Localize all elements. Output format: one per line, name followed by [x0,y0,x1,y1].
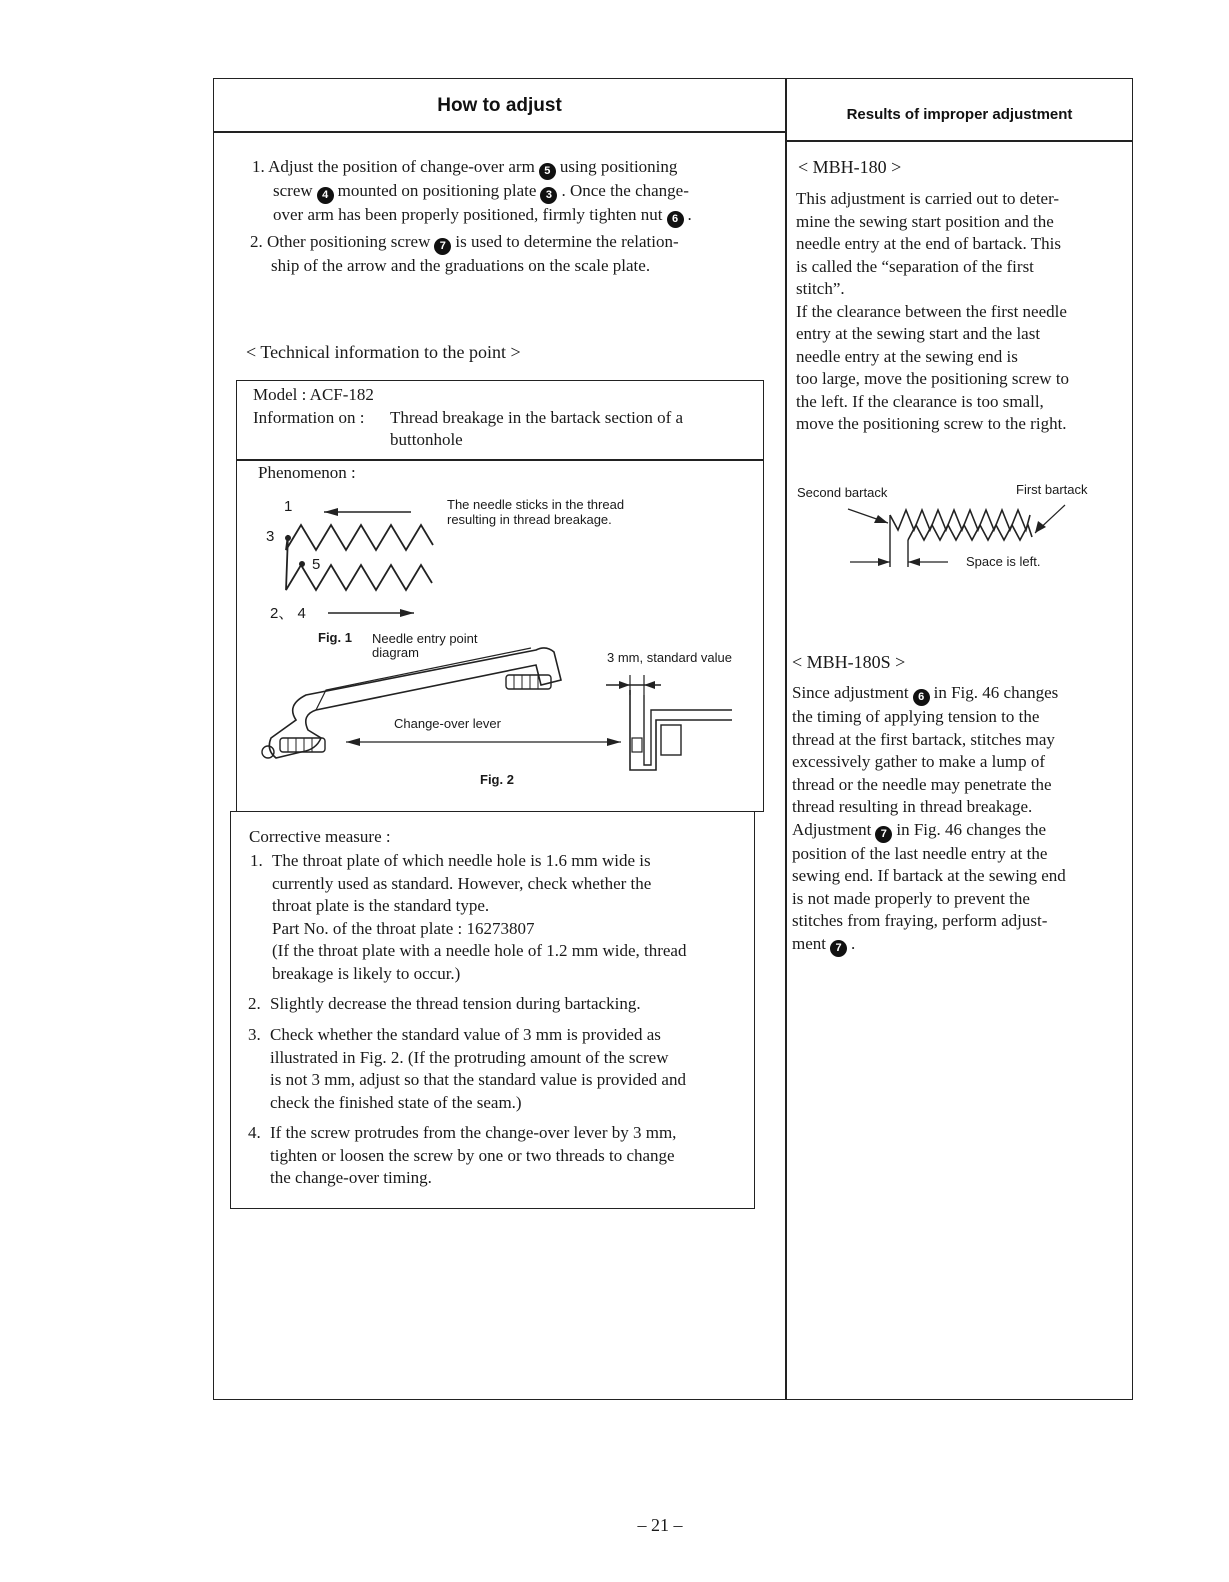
tech-info-heading: < Technical information to the point > [246,342,521,362]
figures-area [236,480,764,810]
corrective-item-3: 3. Check whether the standard value of 3 mm is provided as illustrated in Fig. 2. (If the protruding amount of the screw is not 3 mm, adjust so that the standard value is provided and check the finished state of the seam.) [248,1025,686,1112]
corrective-item-4: 4. If the screw protrudes from the change-over lever by 3 mm, tighten or loosen the screw by one or two threads to change the change-over timing. [248,1123,677,1187]
mbh180s-title: < MBH-180S > [792,652,906,672]
phenomenon-label: Phenomenon : [258,463,356,482]
page-number: – 21 – [637,1515,683,1535]
fig2-caption: Fig. 2 [480,772,514,787]
space-left-label: Space is left. [966,554,1041,569]
bartack-figure [790,495,1120,585]
lever-screw-left [280,738,325,752]
bullet-6-icon: 6 [913,689,930,706]
bullet-6-icon: 6 [667,211,684,228]
fig1-label-5: 5 [312,556,321,573]
fig1-note-1: The needle sticks in the thread [447,497,625,512]
model-line: Model : ACF-182 [253,385,374,404]
fig2-lever-label: Change-over lever [394,716,501,731]
bullet-3-icon: 3 [540,187,557,204]
header-rule-left [213,131,786,133]
fig1-caption-1: Needle entry point [372,631,478,646]
bullet-5-icon: 5 [539,163,556,180]
bullet-7-icon: 7 [875,826,892,843]
fig1-note-2: resulting in thread breakage. [447,512,612,527]
zigzag-top [286,525,433,550]
bullet-7-icon: 7 [434,238,451,255]
mbh180-text: This adjustment is carried out to deter- mine the sewing start position and the needle entry at the end of bartack. This is called the “separation of the first stitch”. If the clearance between the first needle entry at the sewing start and the last needle entry at the sewing end is too large, move the positioning screw to the left. If the clearance is too small, move the positioning screw to the right. [796,189,1070,433]
info-label: Information on : [253,408,365,427]
mbh180-title: < MBH-180 > [798,157,902,177]
header-rule-right [785,140,1133,142]
corrective-item-1: 1. The throat plate of which needle hole is 1.6 mm wide is currently used as standard. However, check whether the throat plate is the standard type. Part No. of the throat plate : 16273807 (If the throat plate with a needle hole of 1.2 mm wide, thread breakage is likely to occur.) [250,851,687,983]
results-heading: Results of improper adjustment [846,106,1073,123]
info-text-1: Thread breakage in the bartack section of a [390,408,684,427]
fig1-label-3: 3 [266,528,275,545]
info-text-2: buttonhole [390,430,463,449]
fig1-caption-2: diagram [372,645,419,660]
second-bartack-label: Second bartack [797,485,888,500]
fig1-label-24: 2、 4 [270,605,306,622]
bullet-4-icon: 4 [317,187,334,204]
first-bartack-label: First bartack [1016,482,1088,497]
how-to-adjust-heading: How to adjust [437,95,562,116]
fig1-caption: Fig. 1 [318,630,352,645]
fig2-standard-label: 3 mm, standard value [607,650,733,665]
corrective-item-2: 2. Slightly decrease the thread tension during bartacking. [248,994,641,1013]
column-divider [785,78,787,1400]
tech-info-rule [236,459,764,461]
fig1-label-1: 1 [284,498,293,515]
corrective-title: Corrective measure : [249,827,391,846]
lever-screw-right [506,675,551,689]
step-2: 2. Other positioning screw 7 is used to determine the relation- ship of the arrow and the graduations on the scale plate. [250,232,679,275]
bullet-7-icon: 7 [830,940,847,957]
step-1: 1. Adjust the position of change-over arm 5 using positioning screw 4 mounted on positioning plate 3 . Once the change- over arm has been properly positioned, firmly tighten nut 6 . [252,156,772,228]
mbh180s-text: Since adjustment 6 in Fig. 46 changes the timing of applying tension to the thread at the first bartack, stitches may excessively gather to make a lump of thread or the needle may penetrate the thread resulting in thread breakage. Adjustment 7 in Fig. 46 changes the position of the last needle entry at the sewing end. If bartack at the sewing end is not made properly to prevent the stitches from fraying, perform adjust- ment 7 . [792,682,1127,957]
